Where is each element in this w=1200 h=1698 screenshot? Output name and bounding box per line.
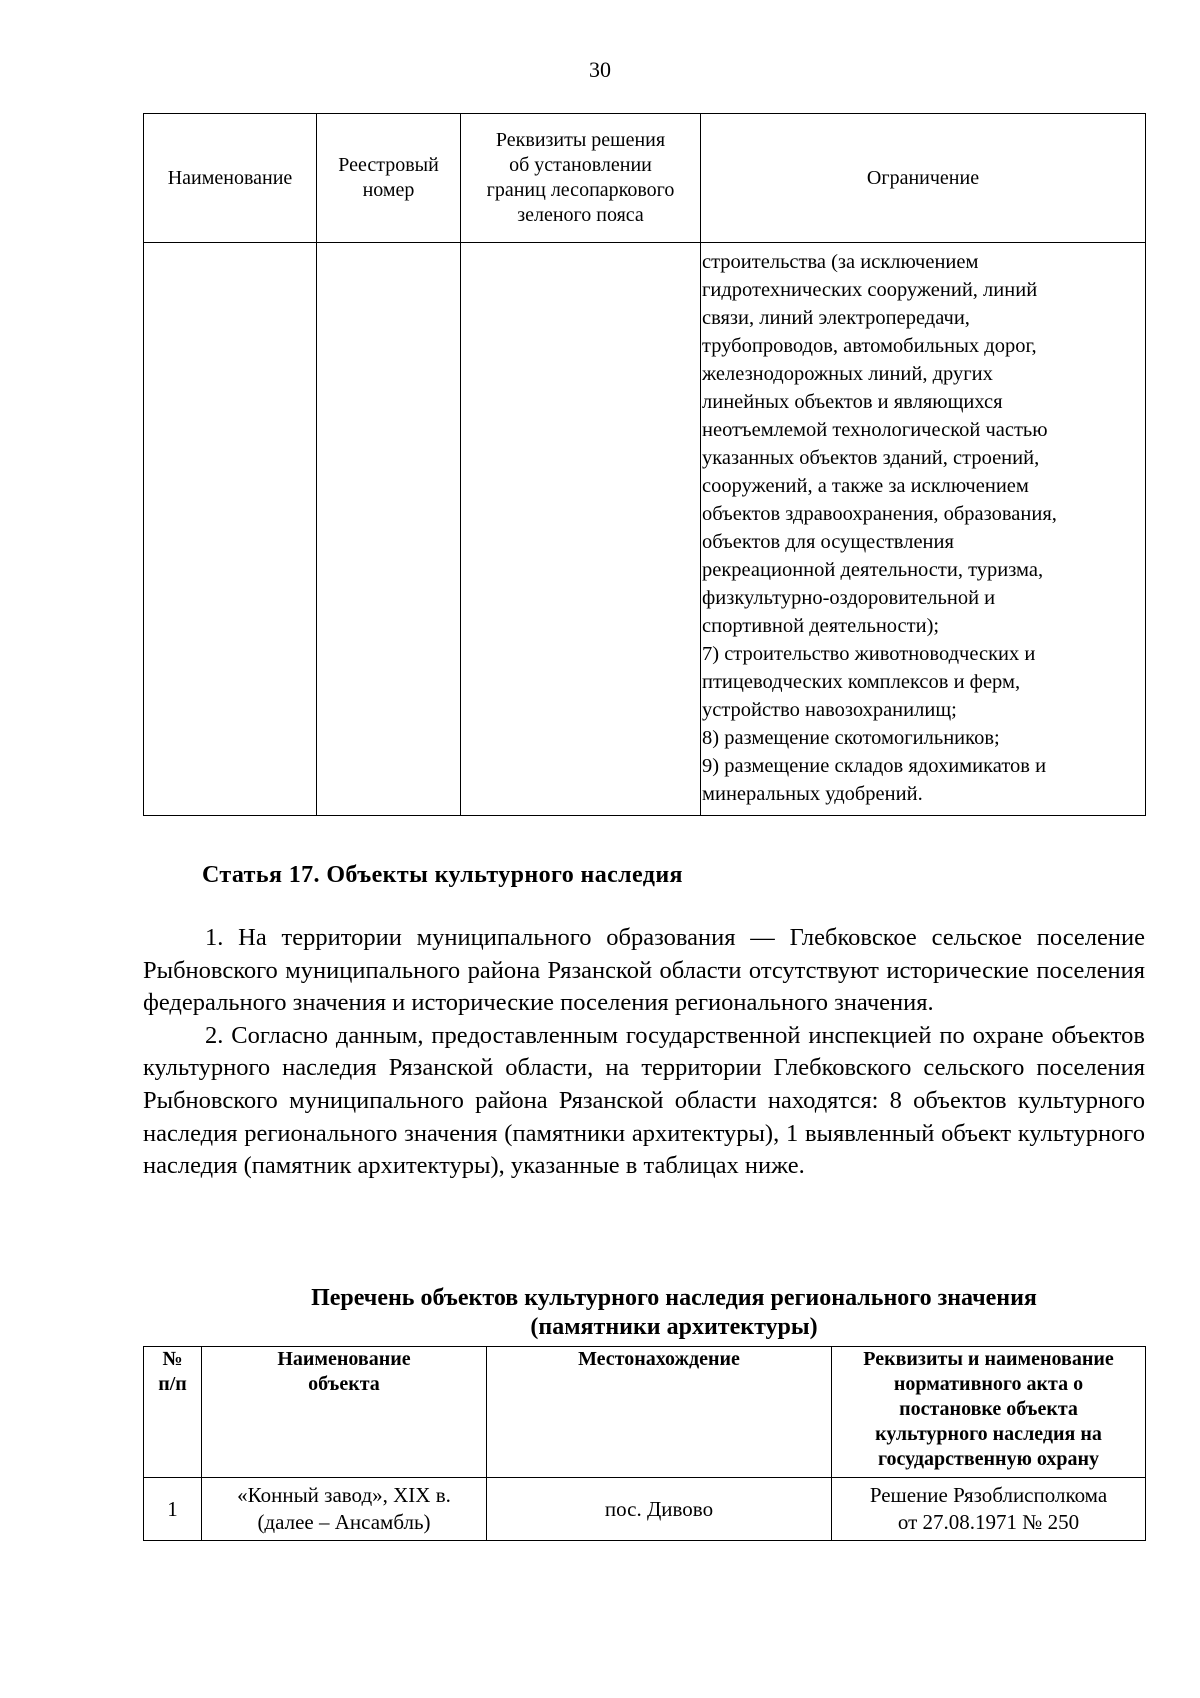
header-registry-number: Реестровый номер [317,114,461,243]
header-decision-details: Реквизиты решения об установлении границ лесопаркового зеленого пояса [461,114,701,243]
table-row [144,243,1146,816]
heritage-table-title: Перечень объектов культурного наследия регионального значения (памятники архитектуры) [311,1285,1037,1340]
restriction-line: 7) строительство животноводческих и [702,643,1036,665]
restriction-line: объектов здравоохранения, образования, [702,503,1057,525]
restriction-line: связи, линий электропередачи, [702,307,970,329]
restriction-line: птицеводческих комплексов и ферм, [702,671,1021,693]
cell-decision-empty [461,243,701,816]
restriction-line: неотъемлемой технологической частью [702,419,1048,441]
restriction-line: гидротехнических сооружений, линий [702,279,1038,301]
restriction-line: спортивной деятельности); [702,615,940,637]
header-restriction: Ограничение [701,114,1146,243]
restriction-line: 9) размещение складов ядохимикатов и [702,755,1047,777]
cell-location: пос. Дивово [487,1478,832,1541]
restrictions-table [143,113,1146,816]
paragraph-2: 2. Согласно данным, предоставленным государственной инспекцией по охране объектов культурного наследия Рязанской области, на территории Глебковского сельского поселения Рыбновского муниципального района Рязанской области находятся: 8 объектов культурного наследия регионального значения (памятники архитектуры), 1 выявленный объект культурного наследия (памятник архитектуры), указанные в таблицах ниже. [143,1021,1145,1180]
cell-name-empty [144,243,317,816]
restriction-line: объектов для осуществления [702,531,954,553]
cell-act-details: Решение Рязоблисполкома от 27.08.1971 № 250 [832,1478,1146,1541]
heritage-objects-table [143,1346,1146,1541]
restriction-line: строительства (за исключением [702,251,979,273]
page-number: 30 [589,57,611,82]
restriction-line: физкультурно-оздоровительной и [702,587,996,609]
article-body [143,922,1145,1183]
header-act-details: Реквизиты и наименование нормативного акта о постановке объекта культурного наследия на государственную охрану [832,1347,1146,1478]
restriction-line: трубопроводов, автомобильных дорог, [702,335,1037,357]
restriction-line: железнодорожных линий, других [702,363,993,385]
restriction-line: линейных объектов и являющихся [702,391,1003,413]
header-location: Местонахождение [487,1347,832,1478]
restriction-line: устройство навозохранилищ; [702,699,957,721]
heritage-table-header-row [144,1347,1146,1478]
restriction-line: минеральных удобрений. [702,783,923,805]
restrictions-table-header-row [144,114,1146,243]
restriction-line: сооружений, а также за исключением [702,475,1029,497]
restriction-line: 8) размещение скотомогильников; [702,727,1000,749]
restriction-text [701,243,1145,808]
cell-registry-empty [317,243,461,816]
cell-number: 1 [144,1478,202,1541]
paragraph-1: 1. На территории муниципального образования — Глебковское сельское поселение Рыбновского муниципального района Рязанской области отсутствуют исторические поселения федерального значения и исторические поселения регионального значения. [143,924,1145,1017]
cell-object-name: «Конный завод», XIX в. (далее – Ансамбль) [202,1478,487,1541]
restriction-line: указанных объектов зданий, строений, [702,447,1040,469]
header-number: № п/п [144,1347,202,1478]
cell-restriction [701,243,1146,816]
restriction-line: рекреационной деятельности, туризма, [702,559,1044,581]
article-heading: Статья 17. Объекты культурного наследия [202,862,683,888]
table-row [144,1478,1146,1541]
header-object-name: Наименование объекта [202,1347,487,1478]
header-name: Наименование [144,114,317,243]
